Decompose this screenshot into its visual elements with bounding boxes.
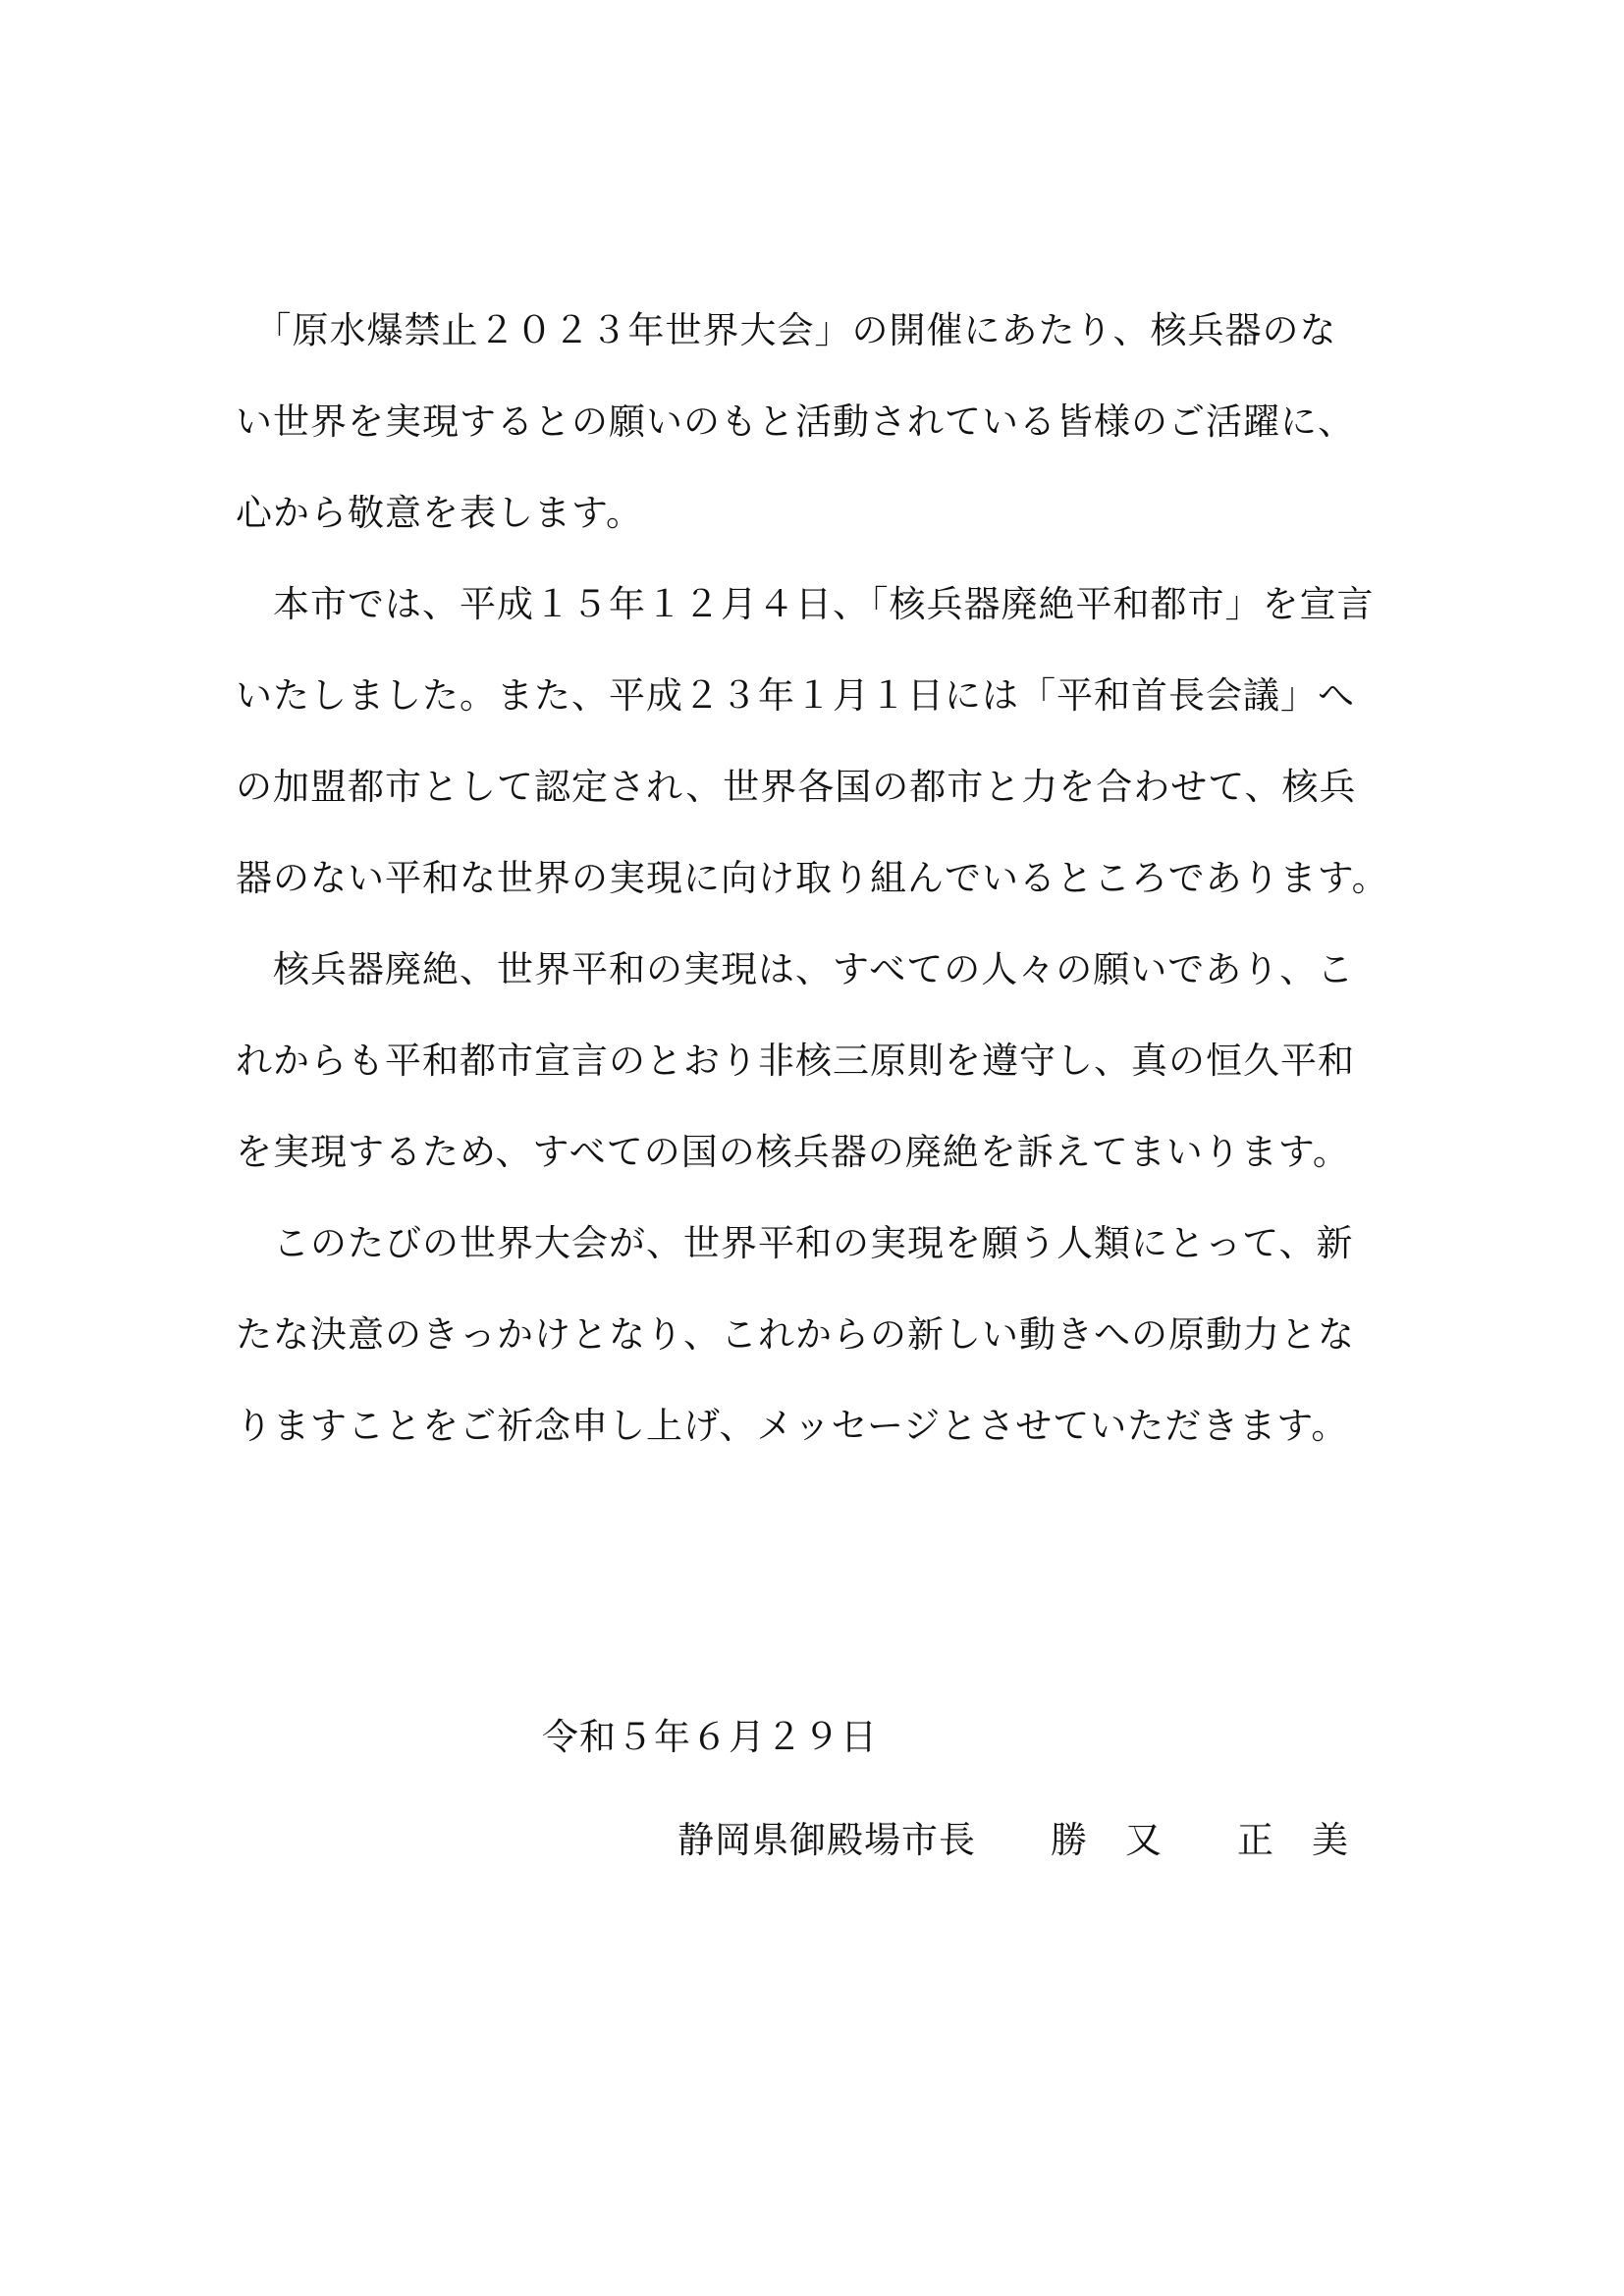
body-line: 「原水爆禁止２０２３年世界大会」の開催にあたり、核兵器のな	[236, 309, 1337, 351]
mayor-signature: 静岡県御殿場市長 勝 又 正 美	[677, 1819, 1349, 1861]
body-line: 核兵器廃絶、世界平和の実現は、すべての人々の願いであり、こ	[236, 948, 1355, 990]
body-line: を実現するため、すべての国の核兵器の廃絶を訴えてまいります。	[236, 1131, 1350, 1173]
body-line: 器のない平和な世界の実現に向け取り組んでいるところであります。	[236, 857, 1389, 899]
body-line: たな決意のきっかけとなり、これからの新しい動きへの原動力とな	[236, 1313, 1355, 1356]
message-body	[236, 285, 1394, 1471]
body-line: の加盟都市として認定され、世界各国の都市と力を合わせて、核兵	[236, 766, 1357, 808]
body-line: いたしました。また、平成２３年１月１日には「平和首長会議」へ	[236, 674, 1355, 717]
body-line: このたびの世界大会が、世界平和の実現を願う人類にとって、新	[236, 1222, 1354, 1264]
body-line: りますことをご祈念申し上げ、メッセージとさせていただきます。	[236, 1405, 1349, 1447]
body-line: 心から敬意を表します。	[236, 492, 644, 534]
body-line: 本市では、平成１５年１２月４日、「核兵器廃絶平和都市」を宣言	[236, 583, 1375, 625]
body-line: い世界を実現するとの願いのもと活動されている皆様のご活躍に、	[236, 400, 1355, 443]
body-line: れからも平和都市宣言のとおり非核三原則を遵守し、真の恒久平和	[236, 1040, 1355, 1082]
message-date: 令和５年６月２９日	[542, 1716, 878, 1758]
